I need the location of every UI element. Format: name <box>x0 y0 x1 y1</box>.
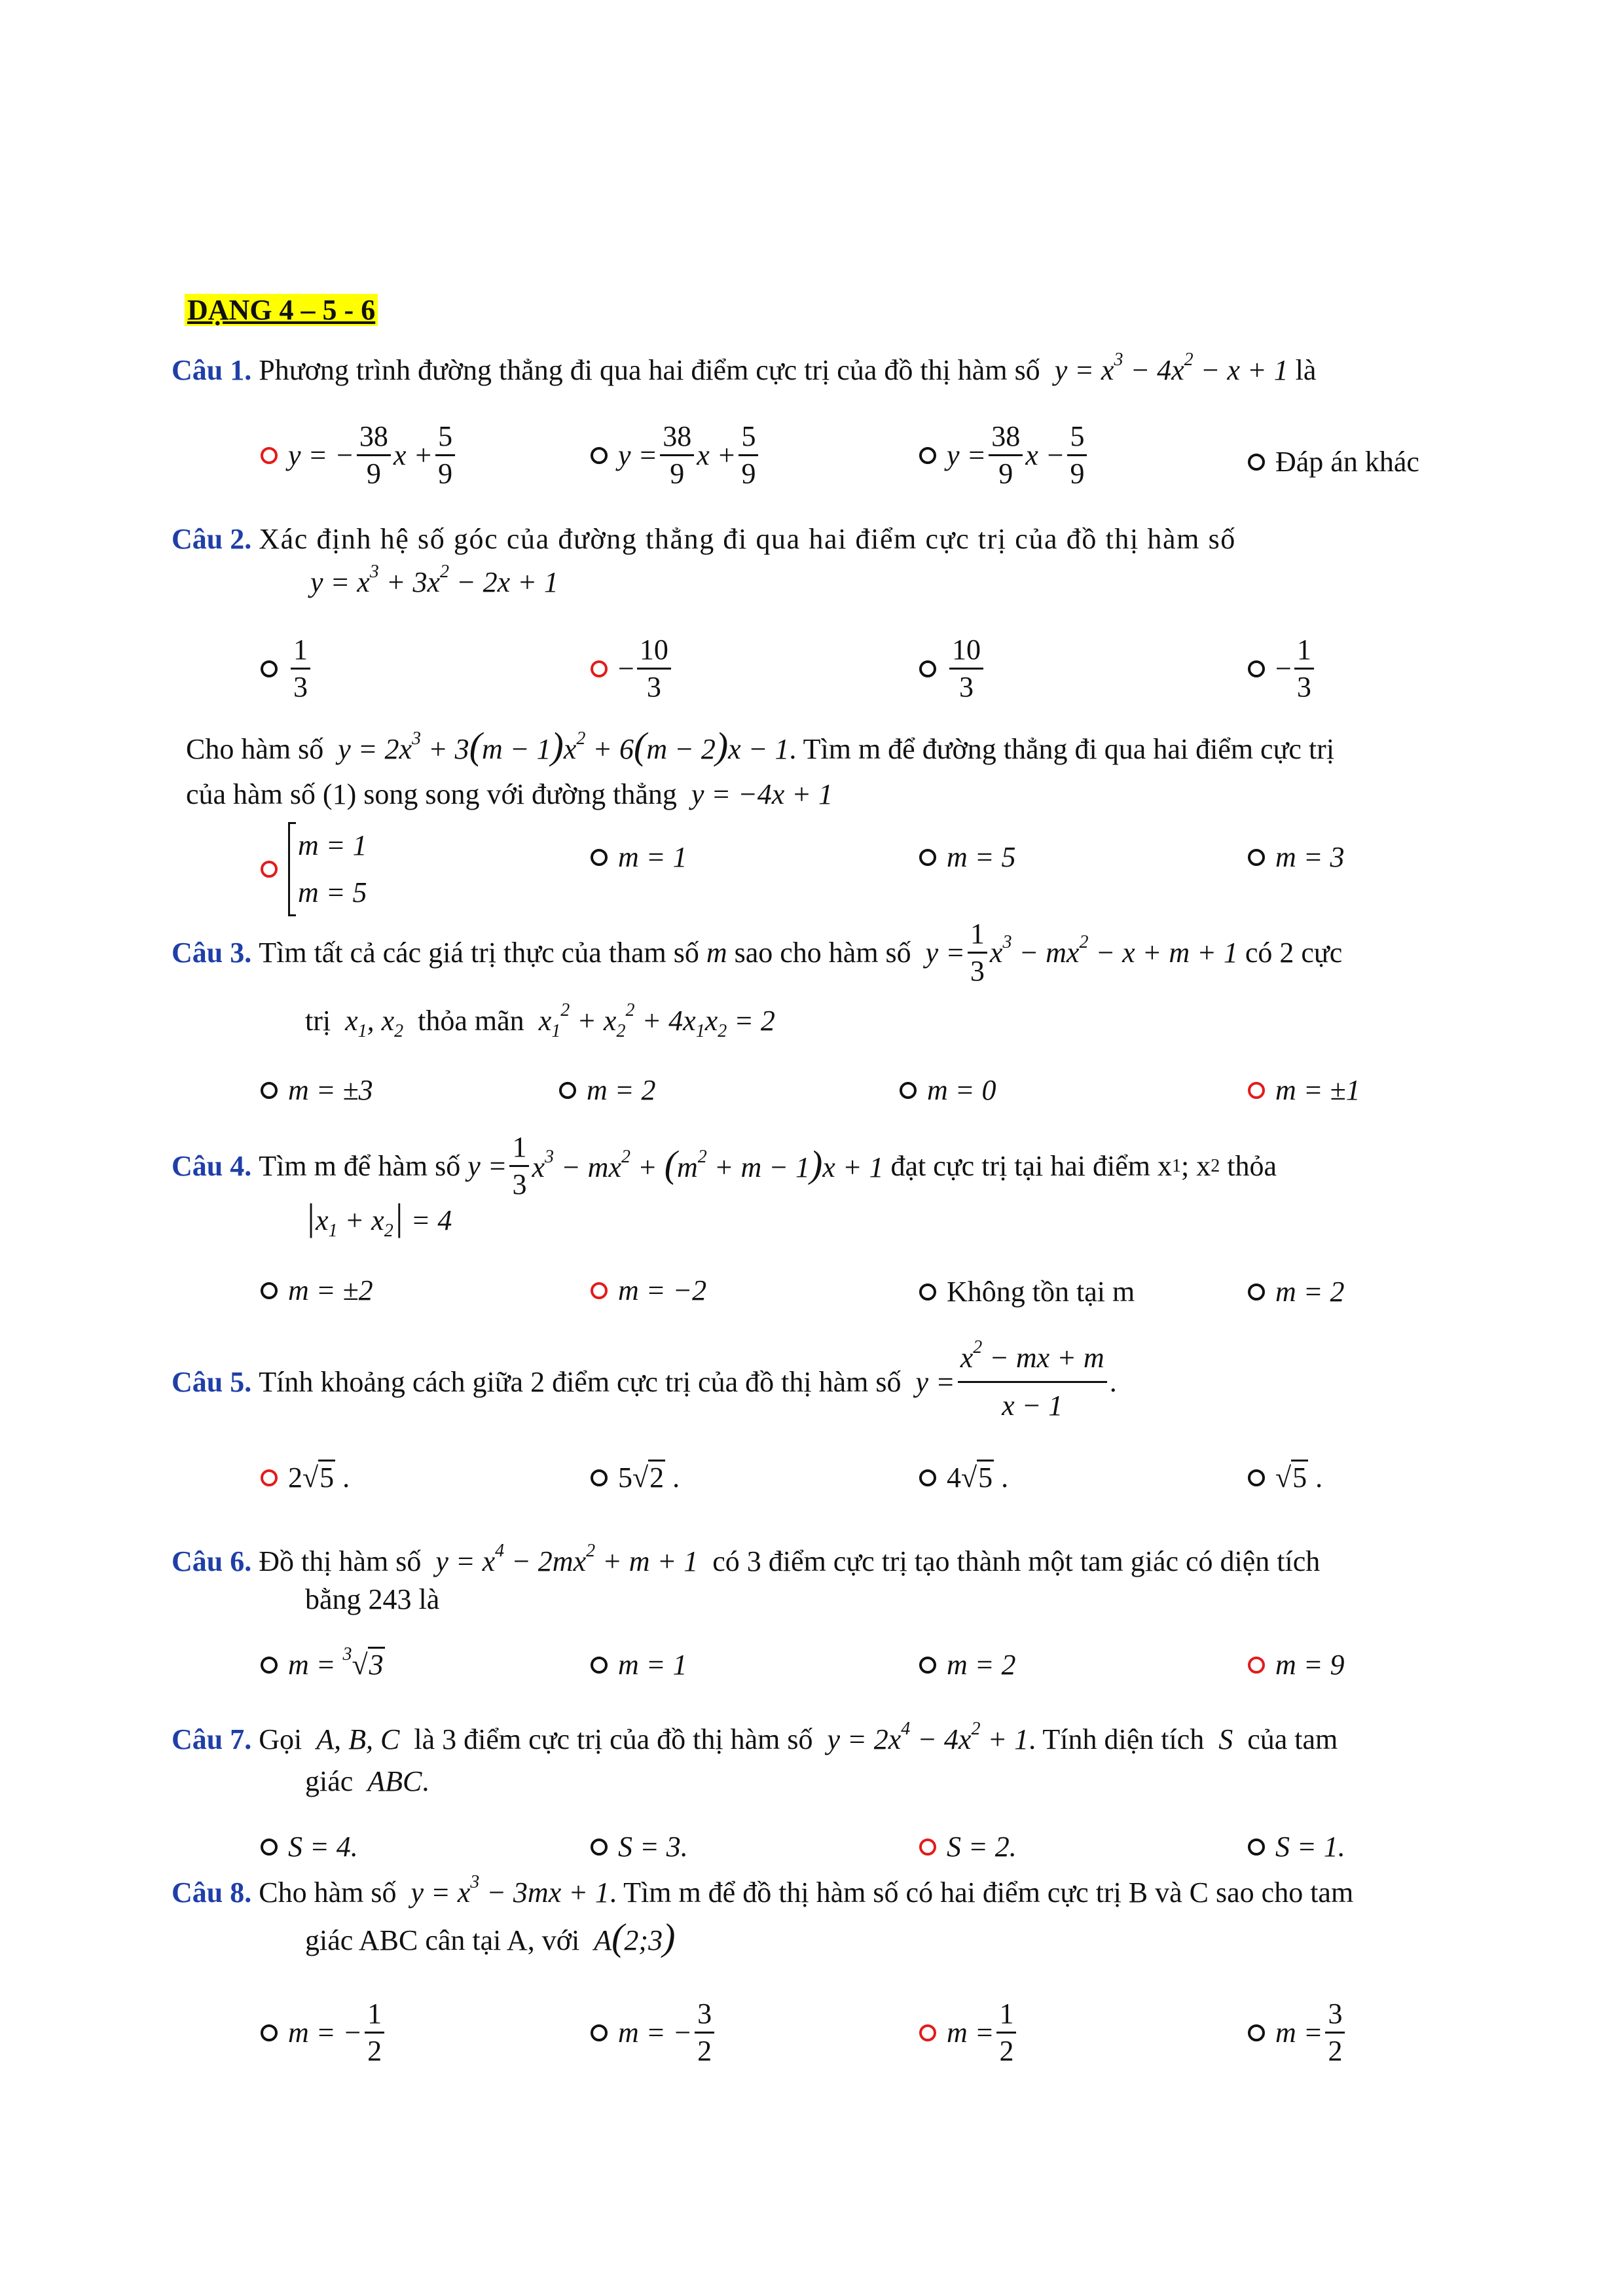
option-radio-icon <box>1248 1283 1265 1300</box>
question-extra-line: y = −4x + 1 <box>691 778 833 810</box>
section-heading <box>185 293 378 327</box>
q3-option-b[interactable]: m = 2 <box>559 1073 655 1107</box>
question-extra-function: $y = 2x^3 + 3(m - 1)x^2 + 6(m - 2)x - 1$ <box>338 725 790 767</box>
question-3-line2: trị $x_1$, $x_2$ thỏa mãn $x_1^2 + x_2^2 + 4x_1x_2 = 2$ <box>305 1000 775 1041</box>
question-4-text-a: Tìm m để hàm số <box>259 1149 461 1182</box>
q7-option-b[interactable]: S = 3. <box>591 1830 688 1863</box>
question-2-label: Câu 2. <box>172 523 252 555</box>
question-extra <box>186 725 1335 768</box>
question-2 <box>172 521 1236 558</box>
option-radio-icon <box>1248 454 1265 471</box>
question-4-text-b: đạt cực trị tại hai điểm x <box>890 1149 1173 1182</box>
q4-option-c[interactable] <box>919 1275 1135 1308</box>
question-1-label: Câu 1. <box>172 354 252 386</box>
question-6 <box>172 1543 1320 1580</box>
q1-option-c[interactable]: y = $\frac{38}{9}$ x − $\frac{5}{9}$ <box>919 419 1089 492</box>
q2-option-b[interactable]: − $\frac{10}{3}$ <box>591 632 674 705</box>
q4-option-d[interactable]: m = 2 <box>1248 1275 1344 1308</box>
option-radio-icon <box>1248 1657 1265 1674</box>
q1-option-b[interactable]: y = $\frac{38}{9}$ x + $\frac{5}{9}$ <box>591 419 761 492</box>
question-8-line2-text: giác ABC cân tại A, với <box>305 1924 580 1956</box>
question-1-text: Phương trình đường thẳng đi qua hai điểm cực trị của đồ thị hàm số <box>259 354 1040 386</box>
option-radio-icon <box>1248 1839 1265 1856</box>
q6-option-d[interactable]: m = 9 <box>1248 1648 1344 1681</box>
q1-option-d-text: Đáp án khác <box>1275 446 1419 478</box>
option-radio-icon <box>591 1282 608 1299</box>
question-8-text-b: . Tìm m để đồ thị hàm số có hai điểm cực trị B và C sao cho tam <box>609 1876 1354 1909</box>
question-2-function: $y = x^3 + 3x^2 - 2x + 1$ <box>310 562 558 598</box>
option-radio-icon <box>919 2024 936 2041</box>
option-radio-icon <box>591 660 608 677</box>
q7-option-c[interactable]: S = 2. <box>919 1830 1017 1863</box>
question-8-label: Câu 8. <box>172 1876 252 1909</box>
q5-option-b[interactable]: 5√2 . <box>591 1461 680 1494</box>
q7-option-d[interactable]: S = 1. <box>1248 1830 1345 1863</box>
question-6-text-b: có 3 điểm cực trị tạo thành một tam giác có diện tích <box>712 1545 1321 1577</box>
q2b-option-d[interactable]: m = 3 <box>1248 840 1344 874</box>
question-6-line2-text: bằng 243 là <box>305 1583 440 1615</box>
question-7-line2: giác ABC. <box>305 1765 429 1797</box>
option-radio-icon <box>261 447 278 464</box>
option-radio-icon <box>261 1839 278 1856</box>
q5-option-d[interactable]: √5 . <box>1248 1461 1322 1494</box>
option-radio-icon <box>261 1469 278 1486</box>
q1-option-a[interactable]: y = − $\frac{38}{9}$ x + $\frac{5}{9}$ <box>261 419 458 492</box>
question-3-line2-b: thỏa mãn <box>418 1005 524 1037</box>
q8-option-b[interactable]: m = − $\frac{3}{2}$ <box>591 1996 717 2069</box>
question-8-text-a: Cho hàm số <box>259 1876 397 1909</box>
q5-option-a[interactable]: 2√5 . <box>261 1461 350 1494</box>
question-3-text-a: Tìm tất cả các giá trị thực của tham số <box>259 936 699 969</box>
q7-option-a[interactable]: S = 4. <box>261 1830 358 1863</box>
question-8-function: $y = x^3 - 3mx + 1$ <box>410 1872 610 1909</box>
option-radio-icon <box>1248 2024 1265 2041</box>
q2b-option-a[interactable]: m = 1 m = 5 <box>261 822 367 916</box>
option-radio-icon <box>261 660 278 677</box>
q4-option-a[interactable]: m = ±2 <box>261 1274 373 1307</box>
question-7-text-c: . Tính diện tích <box>1029 1723 1205 1755</box>
question-4-text-d: thỏa <box>1227 1149 1277 1182</box>
q6-option-a[interactable]: m = $^3$√3 <box>261 1648 385 1681</box>
question-5-text: Tính khoảng cách giữa 2 điểm cực trị của đồ thị hàm số <box>259 1365 902 1398</box>
q4-option-c-text: Không tồn tại m <box>947 1276 1135 1308</box>
option-radio-icon <box>1248 1469 1265 1486</box>
option-radio-icon <box>919 1839 936 1856</box>
q1-option-d[interactable] <box>1248 445 1419 478</box>
question-4-label: Câu 4. <box>172 1149 252 1182</box>
q8-option-c[interactable]: m = $\frac{1}{2}$ <box>919 1996 1019 2069</box>
question-1-suffix: là <box>1295 354 1317 386</box>
option-radio-icon <box>591 1657 608 1674</box>
question-extra-text-b: . Tìm m để đường thẳng đi qua hai điểm cực trị <box>789 733 1335 765</box>
q3-option-c[interactable]: m = 0 <box>900 1073 996 1107</box>
question-extra-line2-text: của hàm số (1) song song với đường thẳng <box>186 778 677 810</box>
q2b-option-b[interactable]: m = 1 <box>591 840 687 874</box>
q4-option-b[interactable]: m = −2 <box>591 1274 706 1307</box>
option-radio-icon <box>919 1657 936 1674</box>
question-4-function: y = <box>467 1149 507 1182</box>
question-6-label: Câu 6. <box>172 1545 252 1577</box>
question-6-text-a: Đồ thị hàm số <box>259 1545 422 1577</box>
question-7-label: Câu 7. <box>172 1723 252 1755</box>
question-5-label: Câu 5. <box>172 1365 252 1398</box>
question-7: Câu 7. Gọi A, B, C là 3 điểm cực trị của đồ thị hàm số $y = 2x^4 - 4x^2 + 1$. Tính diện tích S của tam <box>172 1719 1338 1755</box>
option-radio-icon <box>1248 660 1265 677</box>
q8-option-a[interactable]: m = − $\frac{1}{2}$ <box>261 1996 387 2069</box>
q2-option-a[interactable]: $\frac{1}{3}$ <box>261 632 313 705</box>
option-radio-icon <box>591 1469 608 1486</box>
question-7-text-a: Gọi <box>259 1723 302 1755</box>
q5-option-c[interactable]: 4√5 . <box>919 1461 1008 1494</box>
question-8-point: A(2;3) <box>594 1916 676 1958</box>
q6-option-c[interactable]: m = 2 <box>919 1648 1015 1681</box>
option-radio-icon <box>1248 849 1265 866</box>
question-3-function: y = <box>925 936 965 969</box>
question-3-condition: $x_1^2 + x_2^2 + 4x_1x_2 = 2$ <box>538 1000 775 1041</box>
heading-text: DẠNG 4 – 5 - 6 <box>185 294 378 326</box>
option-radio-icon <box>919 849 936 866</box>
option-radio-icon <box>1248 1082 1265 1099</box>
q2-option-d[interactable]: − $\frac{1}{3}$ <box>1248 632 1317 705</box>
option-radio-icon <box>591 849 608 866</box>
option-radio-icon <box>261 861 278 878</box>
question-5-function: y = <box>915 1365 955 1398</box>
question-3-text-b: sao cho hàm số <box>734 936 911 969</box>
q2-option-c[interactable]: $\frac{10}{3}$ <box>919 632 986 705</box>
q6-option-b[interactable]: m = 1 <box>591 1648 687 1681</box>
question-4-text-c: ; x <box>1181 1149 1211 1182</box>
q3-option-a[interactable]: m = ±3 <box>261 1073 373 1107</box>
question-4: Câu 4. Tìm m để hàm số y = $\frac{1}{3}$ $x^3 - mx^2 + (m^2 + m - 1)x + 1$ đạt cực trị tại hai điểm x 1 ; x 2 thỏa <box>172 1131 1277 1200</box>
question-7-function: $y = 2x^4 - 4x^2 + 1$ <box>827 1719 1029 1755</box>
option-radio-icon <box>919 447 936 464</box>
question-extra-line2 <box>186 776 833 813</box>
question-3: Câu 3. Tìm tất cả các giá trị thực của tham số m sao cho hàm số y = $\frac{1}{3}$ $x^3 - mx^2 - x + m + 1$ có 2 cực <box>172 918 1343 987</box>
option-radio-icon <box>900 1082 917 1099</box>
option-radio-icon <box>559 1082 576 1099</box>
question-8 <box>172 1874 1353 1911</box>
question-3-line2-a: trị <box>305 1005 331 1037</box>
question-6-function: $y = x^4 - 2mx^2 + m + 1$ <box>435 1541 699 1577</box>
question-3-text-c: có 2 cực <box>1245 936 1343 969</box>
question-2-text: Xác định hệ số góc của đường thẳng đi qua hai điểm cực trị của đồ thị hàm số <box>259 523 1236 555</box>
q3-option-d[interactable]: m = ±1 <box>1248 1073 1360 1107</box>
question-4-condition: $|x_1 + x_2| = 4$ <box>305 1196 452 1241</box>
option-radio-icon <box>919 1469 936 1486</box>
question-7-text-d: của tam <box>1247 1723 1338 1755</box>
option-radio-icon <box>261 1082 278 1099</box>
option-radio-icon <box>261 2024 278 2041</box>
q2b-option-c[interactable]: m = 5 <box>919 840 1015 874</box>
option-radio-icon <box>591 447 608 464</box>
question-5: Câu 5. Tính khoảng cách giữa 2 điểm cực trị của đồ thị hàm số y = $\frac{x^2 - mx + m}{x - 1}$ . <box>172 1335 1117 1429</box>
option-radio-icon <box>919 660 936 677</box>
option-radio-icon <box>591 2024 608 2041</box>
option-radio-icon <box>261 1657 278 1674</box>
question-8-line2 <box>305 1916 676 1959</box>
question-extra-text-a: Cho hàm số <box>186 733 324 765</box>
question-7-text-b: là 3 điểm cực trị của đồ thị hàm số <box>414 1723 813 1755</box>
option-radio-icon <box>919 1283 936 1300</box>
q8-option-d[interactable]: m = $\frac{3}{2}$ <box>1248 1996 1347 2069</box>
question-1 <box>172 352 1316 389</box>
option-radio-icon <box>261 1282 278 1299</box>
option-radio-icon <box>591 1839 608 1856</box>
question-3-label: Câu 3. <box>172 936 252 969</box>
question-6-line2 <box>305 1581 439 1618</box>
question-7-line2-text: giác <box>305 1765 354 1797</box>
question-1-function: $y = x^3 - 4x^2 - x + 1$ <box>1054 350 1288 386</box>
